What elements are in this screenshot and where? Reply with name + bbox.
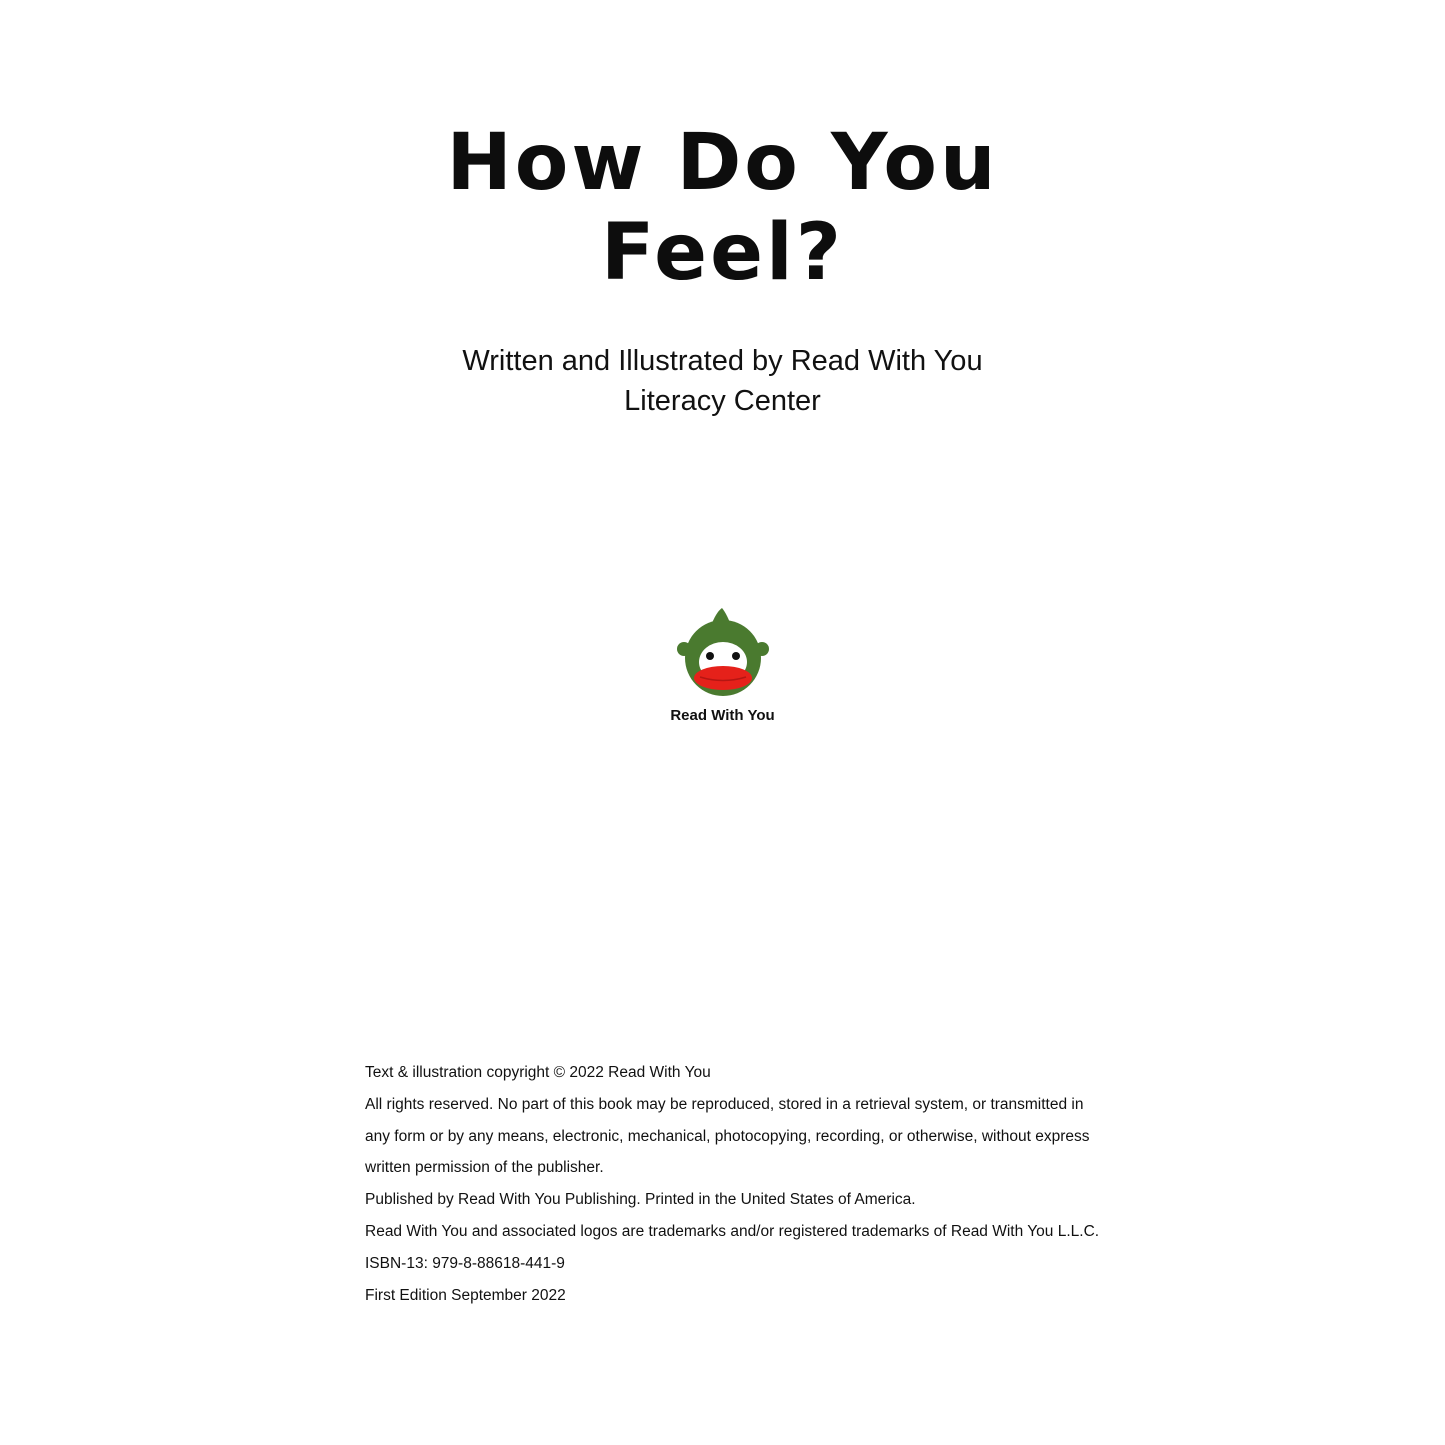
copyright-line: any form or by any means, electronic, mechanical, photocopying, recording, or otherwise, without express (365, 1127, 1090, 1145)
copyright-line: Read With You and associated logos are trademarks and/or registered trademarks of Read With You L.L.C. (365, 1222, 1100, 1240)
isbn-line: ISBN-13: 979-8-88618-441-9 (365, 1254, 565, 1272)
byline-line-2: Literacy Center (624, 385, 821, 417)
logo-label: Read With You (670, 707, 775, 724)
copyright-block (365, 1057, 1125, 1311)
author-byline (0, 341, 1445, 421)
book-title-line-2: Feel? (601, 208, 844, 298)
book-title-line-1: How Do You (446, 118, 999, 208)
edition-line: First Edition September 2022 (365, 1286, 566, 1304)
byline-line-1: Written and Illustrated by Read With You (462, 345, 983, 377)
book-title (0, 118, 1445, 298)
sock-monkey-logo-icon (672, 604, 774, 700)
copyright-line: All rights reserved. No part of this book may be reproduced, stored in a retrieval system, or transmitted in (365, 1095, 1084, 1113)
copyright-line: Text & illustration copyright © 2022 Read With You (365, 1064, 711, 1081)
copyright-line: Published by Read With You Publishing. Printed in the United States of America. (365, 1191, 916, 1209)
copyright-line: written permission of the publisher. (365, 1159, 604, 1177)
